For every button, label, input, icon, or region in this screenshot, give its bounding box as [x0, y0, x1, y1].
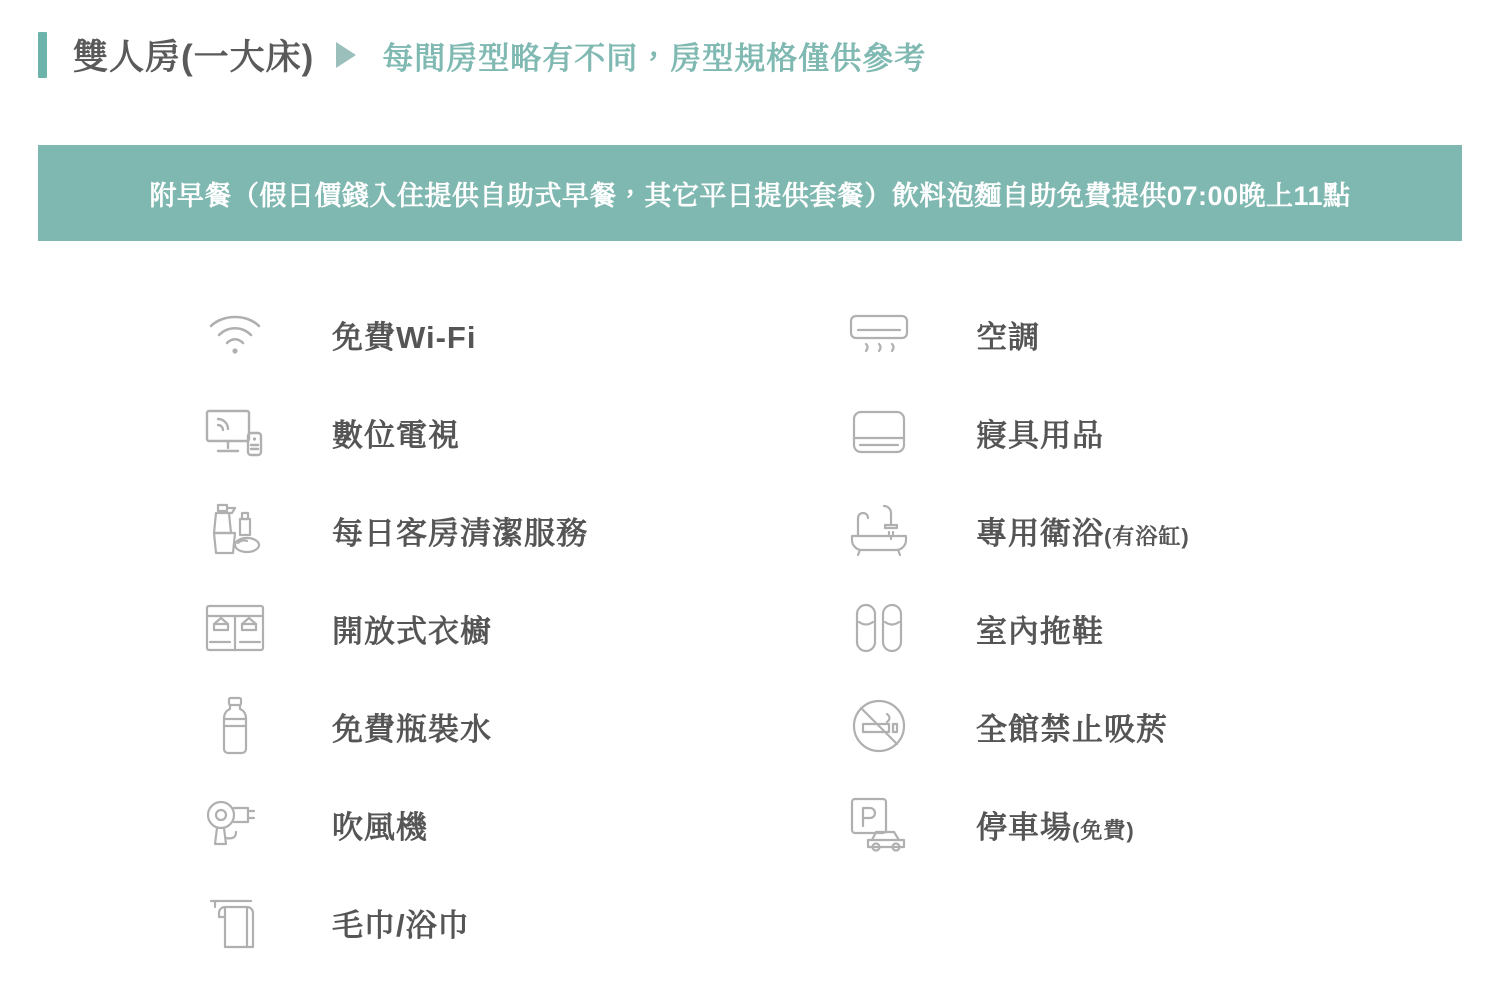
list-item-label: 開放式衣櫥	[332, 613, 492, 649]
list-item	[196, 775, 796, 873]
list-item	[840, 383, 1440, 481]
breakfast-notice-banner	[38, 145, 1462, 241]
list-item-label: 室內拖鞋	[976, 613, 1104, 649]
list-item-label: 數位電視	[332, 417, 460, 453]
list-item-label: 吹風機	[332, 809, 428, 845]
list-item-label: 寢具用品	[976, 417, 1104, 453]
amenities-right-column	[840, 285, 1440, 971]
list-item	[840, 677, 1440, 775]
amenities-left-column	[196, 285, 796, 971]
list-item	[196, 481, 796, 579]
list-item	[840, 579, 1440, 677]
television-icon	[196, 396, 274, 468]
open-wardrobe-icon	[196, 592, 274, 664]
list-item-label: 免費瓶裝水	[332, 711, 492, 747]
page-header	[0, 0, 1500, 77]
bedding-icon	[840, 396, 918, 468]
list-item-label-note: (有浴缸)	[1104, 523, 1190, 549]
list-item-label: 毛巾/浴巾	[332, 907, 470, 943]
list-item	[840, 285, 1440, 383]
list-item-label-main: 專用衛浴	[976, 515, 1104, 551]
accent-bar	[38, 32, 47, 78]
list-item	[196, 285, 796, 383]
list-item-label-note: (免費)	[1072, 817, 1135, 843]
air-conditioner-icon	[840, 298, 918, 370]
list-item	[196, 579, 796, 677]
parking-car-icon	[840, 788, 918, 860]
wifi-icon	[196, 298, 274, 370]
bathtub-icon	[840, 494, 918, 566]
list-item	[196, 677, 796, 775]
list-item-label	[976, 802, 1135, 847]
list-item-label	[976, 508, 1190, 553]
page-title: 雙人房(一大床)	[73, 38, 315, 77]
list-item-label: 免費Wi-Fi	[332, 319, 477, 355]
list-item-label: 每日客房清潔服務	[332, 515, 588, 551]
page-subtitle: 每間房型略有不同，房型規格僅供參考	[382, 40, 927, 76]
amenities-list	[0, 285, 1500, 971]
breakfast-notice-text: 附早餐（假日價錢入住提供自助式早餐，其它平日提供套餐）飲料泡麵自助免費提供07:00晚上11點	[149, 180, 1351, 211]
no-smoking-icon	[840, 690, 918, 762]
triangle-right-icon	[336, 42, 356, 68]
list-item	[840, 775, 1440, 873]
towel-icon	[196, 886, 274, 958]
list-item	[196, 873, 796, 971]
slippers-icon	[840, 592, 918, 664]
water-bottle-icon	[196, 690, 274, 762]
list-item-label: 空調	[976, 319, 1040, 355]
list-item-label: 全館禁止吸菸	[976, 711, 1168, 747]
list-item	[840, 481, 1440, 579]
cleaning-supplies-icon	[196, 494, 274, 566]
hair-dryer-icon	[196, 788, 274, 860]
list-item-label-main: 停車場	[976, 809, 1072, 845]
list-item	[196, 383, 796, 481]
